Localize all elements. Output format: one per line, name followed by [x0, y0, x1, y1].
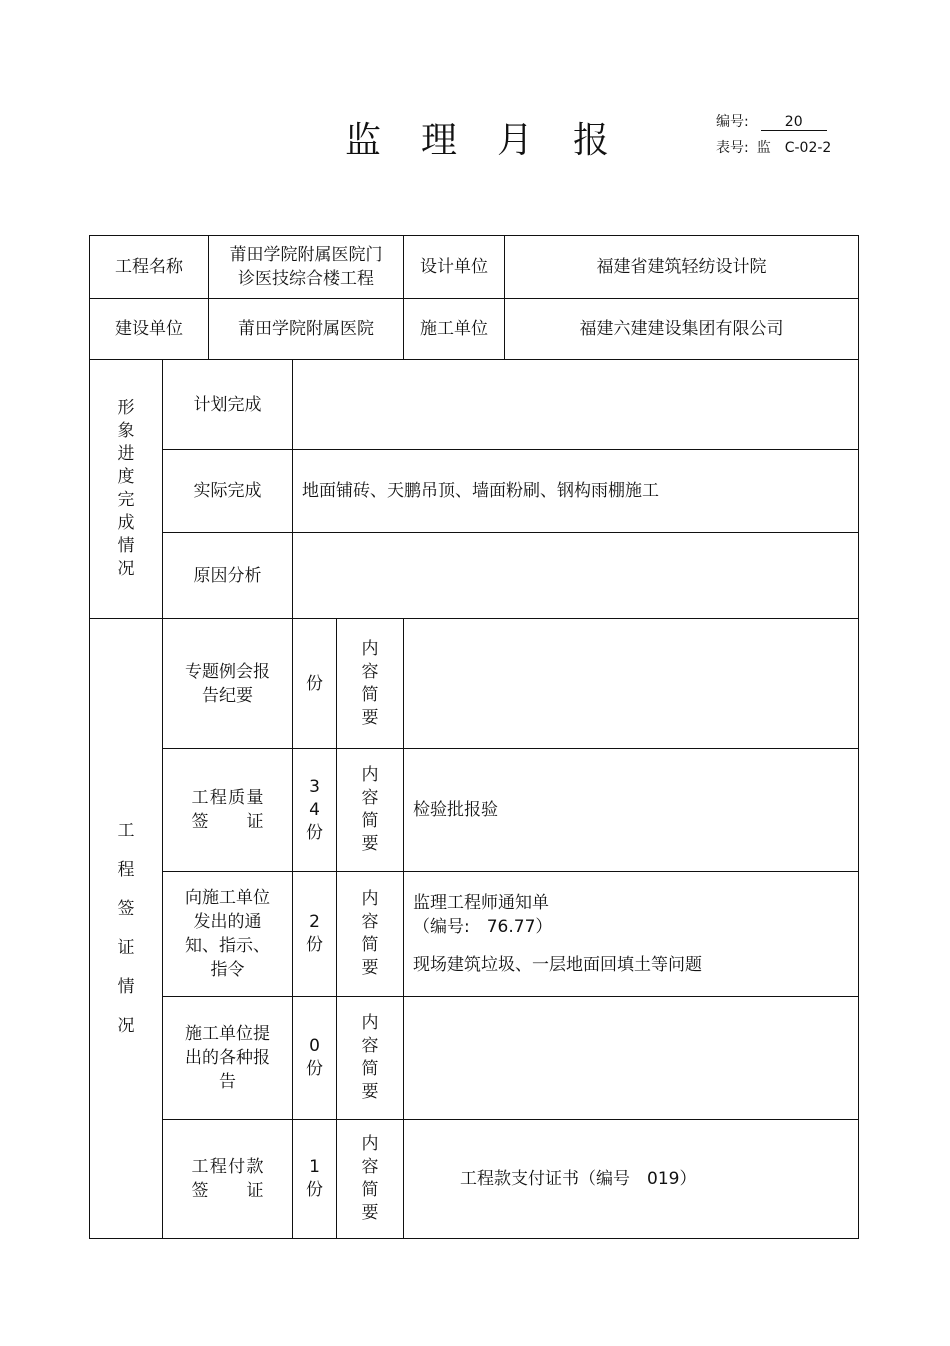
notice-number: （编号: 76.77）	[413, 917, 553, 937]
notice-issue: 现场建筑垃圾、一层地面回填土等问题	[413, 955, 702, 975]
visa-row-label: 施工单位提出的各种报告	[163, 997, 293, 1120]
progress-section-label: 形象进度完成情况	[90, 360, 163, 619]
number-row	[716, 111, 827, 131]
visa-row-content	[404, 619, 859, 749]
visa-row-label: 工程付款签证	[163, 1120, 293, 1239]
visa-row	[90, 749, 859, 872]
planned-label: 计划完成	[163, 360, 293, 450]
visa-row-count: 份	[293, 619, 337, 749]
visa-row-label: 专题例会报告纪要	[163, 619, 293, 749]
contractor-label: 施工单位	[404, 299, 505, 360]
project-name-value: 莆田学院附属医院门诊医技综合楼工程	[209, 236, 404, 299]
visa-row	[90, 872, 859, 997]
visa-row-label: 向施工单位发出的通知、指示、指令	[163, 872, 293, 997]
visa-row-count: 0份	[293, 997, 337, 1120]
content-label: 内容简要	[337, 997, 404, 1120]
design-unit-label: 设计单位	[404, 236, 505, 299]
owner-label: 建设单位	[90, 299, 209, 360]
visa-row	[90, 619, 859, 749]
planned-value	[293, 360, 859, 450]
visa-row-content	[404, 872, 859, 997]
reason-row	[90, 533, 859, 619]
content-label: 内容简要	[337, 749, 404, 872]
planned-row	[90, 360, 859, 450]
visa-row	[90, 1120, 859, 1239]
reason-value	[293, 533, 859, 619]
project-name-label: 工程名称	[90, 236, 209, 299]
page-title: 监理月报	[345, 120, 650, 161]
content-label: 内容简要	[337, 1120, 404, 1239]
form-label: 表号:	[716, 140, 749, 156]
visa-row-content: 工程款支付证书（编号 019）	[404, 1120, 859, 1239]
actual-value: 地面铺砖、天鹏吊顶、墙面粉刷、钢构雨棚施工	[293, 450, 859, 533]
actual-label: 实际完成	[163, 450, 293, 533]
visa-row-content: 检验批报验	[404, 749, 859, 872]
visa-section-label: 工程签证情况	[90, 619, 163, 1239]
visa-row-count: 34份	[293, 749, 337, 872]
owner-row	[90, 299, 859, 360]
visa-row-label: 工程质量签证	[163, 749, 293, 872]
report-table	[89, 235, 859, 1239]
project-row	[90, 236, 859, 299]
notice-title: 监理工程师通知单	[413, 893, 549, 913]
number-label: 编号:	[716, 114, 749, 130]
visa-row-count: 2份	[293, 872, 337, 997]
visa-row-count: 1份	[293, 1120, 337, 1239]
contractor-value: 福建六建建设集团有限公司	[505, 299, 859, 360]
visa-row	[90, 997, 859, 1120]
form-value: 监 C-02-2	[756, 140, 832, 156]
design-unit-value: 福建省建筑轻纺设计院	[505, 236, 859, 299]
actual-row	[90, 450, 859, 533]
number-value: 20	[761, 114, 827, 131]
form-row	[716, 137, 831, 157]
content-label: 内容简要	[337, 872, 404, 997]
content-label: 内容简要	[337, 619, 404, 749]
reason-label: 原因分析	[163, 533, 293, 619]
visa-row-content	[404, 997, 859, 1120]
owner-value: 莆田学院附属医院	[209, 299, 404, 360]
